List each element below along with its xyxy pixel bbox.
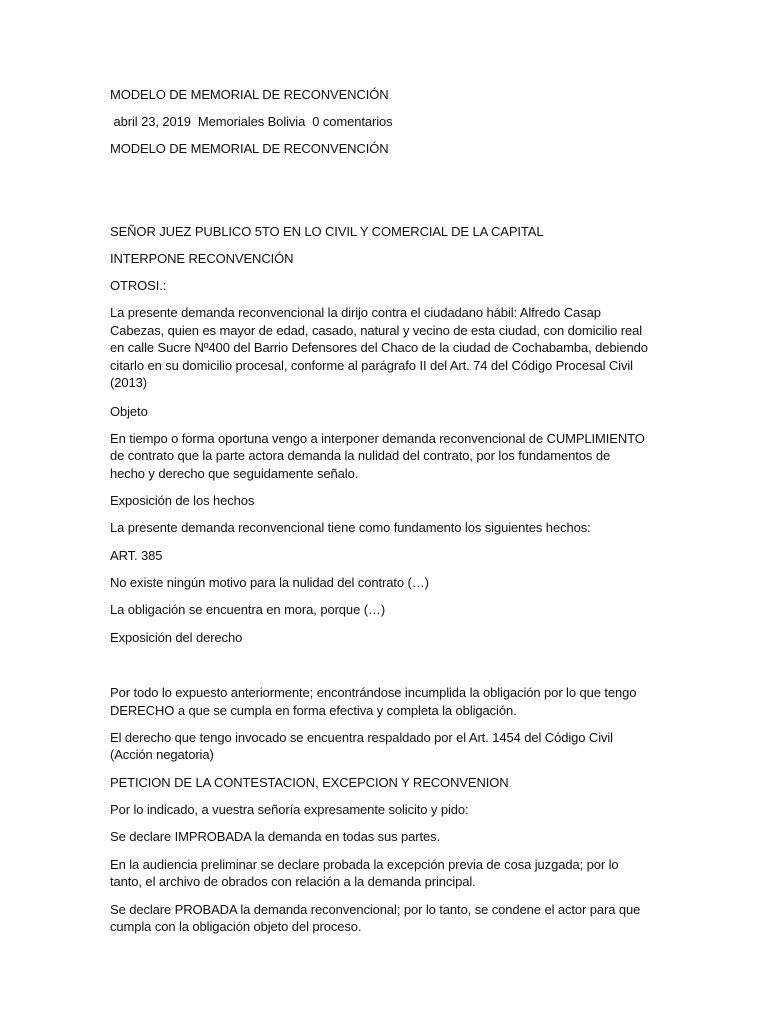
interpone-line: INTERPONE RECONVENCIÓN [110, 251, 294, 266]
otrosi-line: OTROSI.: [110, 278, 167, 293]
intro-paragraph-line: en calle Sucre Nº400 del Barrio Defensores del Chaco de la ciudad de Cochabamba, debiendo [110, 340, 648, 355]
peticion-heading: PETICION DE LA CONTESTACION, EXCEPCION Y RECONVENION [110, 775, 509, 790]
objeto-paragraph-line: En tiempo o forma oportuna vengo a interponer demanda reconvencional de CUMPLIMIENTO [110, 431, 645, 446]
objeto-paragraph-line: hecho y derecho que seguidamente señalo. [110, 466, 359, 481]
intro-paragraph-line: (2013) [110, 375, 147, 390]
document-subtitle: MODELO DE MEMORIAL DE RECONVENCIÓN [110, 141, 389, 156]
document-title: MODELO DE MEMORIAL DE RECONVENCIÓN [110, 87, 389, 102]
objeto-paragraph-line: de contrato que la parte actora demanda la nulidad del contrato, por los fundamentos de [110, 448, 611, 463]
peticion-item-line: En la audiencia preliminar se declare probada la excepción previa de cosa juzgada; por lo [110, 857, 619, 872]
derecho-paragraph-line: DERECHO a que se cumpla en forma efectiva y completa la obligación. [110, 703, 517, 718]
peticion-item-line: tanto, el archivo de obrados con relación a la demanda principal. [110, 874, 476, 889]
post-meta: abril 23, 2019 Memoriales Bolivia 0 comentarios [110, 114, 393, 129]
addressee-line: SEÑOR JUEZ PUBLICO 5TO EN LO CIVIL Y COMERCIAL DE LA CAPITAL [110, 224, 544, 239]
peticion-item-line: cumpla con la obligación objeto del proceso. [110, 919, 362, 934]
derecho-paragraph-line: (Acción negatoria) [110, 747, 214, 762]
peticion-item-line: Se declare PROBADA la demanda reconvencional; por lo tanto, se condene el actor para que [110, 902, 641, 917]
peticion-item: Se declare IMPROBADA la demanda en todas sus partes. [110, 829, 441, 844]
intro-paragraph-line: La presente demanda reconvencional la dirijo contra el ciudadano hábil: Alfredo Casap [110, 305, 601, 320]
intro-paragraph-line: Cabezas, quien es mayor de edad, casado, natural y vecino de esta ciudad, con domicilio real [110, 323, 643, 338]
hechos-heading: Exposición de los hechos [110, 493, 255, 508]
hecho-item: La obligación se encuentra en mora, porque (…) [110, 602, 386, 617]
objeto-heading: Objeto [110, 404, 148, 419]
article-reference: ART. 385 [110, 548, 163, 563]
hecho-item: No existe ningún motivo para la nulidad del contrato (…) [110, 575, 429, 590]
hechos-intro: La presente demanda reconvencional tiene como fundamento los siguientes hechos: [110, 520, 591, 535]
peticion-intro: Por lo indicado, a vuestra señoría expresamente solicito y pido: [110, 802, 469, 817]
derecho-paragraph-line: Por todo lo expuesto anteriormente; encontrándose incumplida la obligación por lo que tengo [110, 685, 637, 700]
derecho-paragraph-line: El derecho que tengo invocado se encuentra respaldado por el Art. 1454 del Código Civil [110, 730, 613, 745]
intro-paragraph-line: citarlo en su domicilio procesal, conforme al parágrafo II del Art. 74 del Código Procesal Civil [110, 358, 633, 373]
derecho-heading: Exposición del derecho [110, 630, 243, 645]
